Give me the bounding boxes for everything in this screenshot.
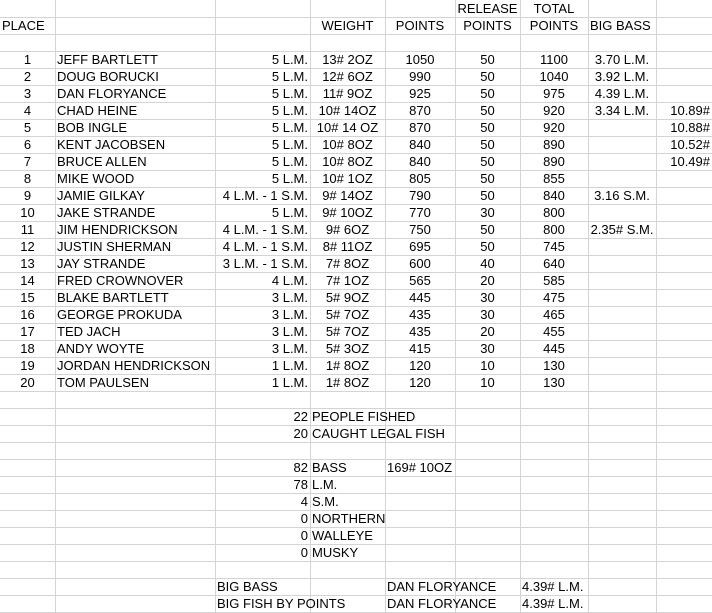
weight-cell[interactable]: 7# 8OZ	[325, 256, 370, 271]
weight-cell[interactable]: 5# 7OZ	[325, 307, 370, 322]
big-bass-cell[interactable]: 3.92 L.M.	[594, 69, 650, 84]
big-bass-cell[interactable]: 3.34 L.M.	[594, 103, 650, 118]
fish-count-cell[interactable]: 3 L.M.	[271, 307, 308, 322]
angler-name-cell[interactable]: CHAD HEINE	[57, 103, 138, 118]
total-points-cell[interactable]: 975	[543, 86, 565, 101]
total-points-cell[interactable]: 585	[543, 273, 565, 288]
big-bass-weight-cell[interactable]: 10.49#	[670, 154, 710, 169]
angler-name-cell[interactable]: ANDY WOYTE	[57, 341, 145, 356]
release-points-cell[interactable]: 50	[480, 222, 495, 237]
fish-count-cell[interactable]: 5 L.M.	[271, 137, 308, 152]
angler-name-cell[interactable]: DOUG BORUCKI	[57, 69, 159, 84]
release-points-cell[interactable]: 50	[480, 103, 495, 118]
points-cell[interactable]: 750	[409, 222, 431, 237]
fish-count-cell[interactable]: 5 L.M.	[271, 205, 308, 220]
points-cell[interactable]: 805	[409, 171, 431, 186]
angler-name-cell[interactable]: FRED CROWNOVER	[57, 273, 184, 288]
place-cell[interactable]: 4	[23, 103, 32, 118]
place-cell[interactable]: 12	[20, 239, 35, 254]
header-weight[interactable]: WEIGHT	[321, 18, 374, 33]
total-points-cell[interactable]: 640	[543, 256, 565, 271]
place-cell[interactable]: 20	[20, 375, 35, 390]
total-points-cell[interactable]: 800	[543, 205, 565, 220]
species-count[interactable]: 0	[300, 545, 308, 560]
points-cell[interactable]: 840	[409, 154, 431, 169]
fish-count-cell[interactable]: 5 L.M.	[271, 52, 308, 67]
angler-name-cell[interactable]: JAKE STRANDE	[57, 205, 156, 220]
points-cell[interactable]: 695	[409, 239, 431, 254]
people-fished-count[interactable]: 22	[293, 409, 308, 424]
place-cell[interactable]: 6	[23, 137, 32, 152]
place-cell[interactable]: 2	[23, 69, 32, 84]
place-cell[interactable]: 19	[20, 358, 35, 373]
species-count[interactable]: 82	[293, 460, 308, 475]
points-cell[interactable]: 790	[409, 188, 431, 203]
points-cell[interactable]: 600	[409, 256, 431, 271]
total-points-cell[interactable]: 745	[543, 239, 565, 254]
fish-count-cell[interactable]: 4 L.M. - 1 S.M.	[222, 188, 308, 203]
place-cell[interactable]: 9	[23, 188, 32, 203]
weight-cell[interactable]: 8# 11OZ	[322, 239, 373, 254]
points-cell[interactable]: 870	[409, 120, 431, 135]
total-points-cell[interactable]: 1040	[539, 69, 569, 84]
release-points-cell[interactable]: 10	[480, 358, 495, 373]
release-points-cell[interactable]: 30	[480, 205, 495, 220]
place-cell[interactable]: 18	[20, 341, 35, 356]
fish-count-cell[interactable]: 5 L.M.	[271, 103, 308, 118]
points-cell[interactable]: 415	[409, 341, 431, 356]
points-cell[interactable]: 445	[409, 290, 431, 305]
species-label[interactable]: NORTHERN	[312, 511, 386, 526]
total-points-cell[interactable]: 920	[543, 120, 565, 135]
angler-name-cell[interactable]: DAN FLORYANCE	[57, 86, 167, 101]
release-points-cell[interactable]: 50	[480, 154, 495, 169]
caught-legal-label[interactable]: CAUGHT LEGAL FISH	[312, 426, 445, 441]
fish-count-cell[interactable]: 5 L.M.	[271, 171, 308, 186]
angler-name-cell[interactable]: JAY STRANDE	[57, 256, 146, 271]
weight-cell[interactable]: 1# 8OZ	[325, 358, 370, 373]
header-big-bass[interactable]: BIG BASS	[590, 18, 651, 33]
weight-cell[interactable]: 10# 14OZ	[318, 103, 377, 118]
weight-cell[interactable]: 9# 10OZ	[322, 205, 373, 220]
points-cell[interactable]: 840	[409, 137, 431, 152]
release-points-cell[interactable]: 10	[480, 375, 495, 390]
release-points-cell[interactable]: 50	[480, 86, 495, 101]
total-points-cell[interactable]: 465	[543, 307, 565, 322]
species-total-weight[interactable]: 169# 10OZ	[387, 460, 453, 475]
species-count[interactable]: 4	[300, 494, 308, 509]
place-cell[interactable]: 8	[23, 171, 32, 186]
place-cell[interactable]: 13	[20, 256, 35, 271]
release-points-cell[interactable]: 50	[480, 69, 495, 84]
award-winner[interactable]: DAN FLORYANCE	[387, 596, 497, 611]
release-points-cell[interactable]: 50	[480, 188, 495, 203]
row-gridline	[0, 442, 712, 443]
header-place[interactable]: PLACE	[2, 18, 45, 33]
place-cell[interactable]: 15	[20, 290, 35, 305]
weight-cell[interactable]: 7# 1OZ	[325, 273, 370, 288]
weight-cell[interactable]: 11# 9OZ	[322, 86, 373, 101]
angler-name-cell[interactable]: MIKE WOOD	[57, 171, 135, 186]
release-points-cell[interactable]: 40	[480, 256, 495, 271]
angler-name-cell[interactable]: BOB INGLE	[57, 120, 128, 135]
points-cell[interactable]: 990	[409, 69, 431, 84]
header-total[interactable]: TOTAL	[533, 1, 575, 16]
species-label[interactable]: MUSKY	[312, 545, 359, 560]
weight-cell[interactable]: 13# 2OZ	[322, 52, 373, 67]
big-bass-cell[interactable]: 4.39 L.M.	[594, 86, 650, 101]
angler-name-cell[interactable]: JUSTIN SHERMAN	[57, 239, 172, 254]
big-bass-cell[interactable]: 2.35# S.M.	[590, 222, 654, 237]
row-gridline	[0, 34, 712, 35]
fish-count-cell[interactable]: 3 L.M. - 1 S.M.	[222, 256, 308, 271]
points-cell[interactable]: 120	[409, 375, 431, 390]
place-cell[interactable]: 5	[23, 120, 32, 135]
total-points-cell[interactable]: 130	[543, 358, 565, 373]
angler-name-cell[interactable]: JORDAN HENDRICKSON	[57, 358, 211, 373]
angler-name-cell[interactable]: JAMIE GILKAY	[57, 188, 145, 203]
angler-name-cell[interactable]: KENT JACOBSEN	[57, 137, 166, 152]
header-release-points[interactable]: POINTS	[463, 18, 512, 33]
fish-count-cell[interactable]: 1 L.M.	[271, 375, 308, 390]
total-points-cell[interactable]: 855	[543, 171, 565, 186]
release-points-cell[interactable]: 50	[480, 171, 495, 186]
angler-name-cell[interactable]: JEFF BARTLETT	[57, 52, 158, 67]
species-count[interactable]: 78	[293, 477, 308, 492]
row-gridline	[0, 391, 712, 392]
release-points-cell[interactable]: 50	[480, 137, 495, 152]
weight-cell[interactable]: 9# 14OZ	[322, 188, 373, 203]
place-cell[interactable]: 3	[23, 86, 32, 101]
total-points-cell[interactable]: 890	[543, 137, 565, 152]
place-cell[interactable]: 14	[20, 273, 35, 288]
points-cell[interactable]: 870	[409, 103, 431, 118]
points-cell[interactable]: 1050	[405, 52, 435, 67]
species-label[interactable]: BASS	[312, 460, 347, 475]
award-value[interactable]: 4.39# L.M.	[522, 596, 584, 611]
weight-cell[interactable]: 12# 6OZ	[322, 69, 373, 84]
total-points-cell[interactable]: 920	[543, 103, 565, 118]
angler-name-cell[interactable]: TED JACH	[57, 324, 121, 339]
place-cell[interactable]: 11	[20, 222, 35, 237]
fish-count-cell[interactable]: 5 L.M.	[271, 86, 308, 101]
weight-cell[interactable]: 10# 14 OZ	[316, 120, 379, 135]
weight-cell[interactable]: 10# 1OZ	[322, 171, 373, 186]
weight-cell[interactable]: 5# 9OZ	[325, 290, 370, 305]
award-value[interactable]: 4.39# L.M.	[522, 579, 584, 594]
total-points-cell[interactable]: 800	[543, 222, 565, 237]
fish-count-cell[interactable]: 4 L.M.	[271, 273, 308, 288]
points-cell[interactable]: 120	[409, 358, 431, 373]
big-bass-cell[interactable]: 3.16 S.M.	[594, 188, 650, 203]
fish-count-cell[interactable]: 3 L.M.	[271, 324, 308, 339]
release-points-cell[interactable]: 50	[480, 120, 495, 135]
release-points-cell[interactable]: 30	[480, 290, 495, 305]
weight-cell[interactable]: 5# 7OZ	[325, 324, 370, 339]
weight-cell[interactable]: 5# 3OZ	[325, 341, 370, 356]
weight-cell[interactable]: 9# 6OZ	[325, 222, 370, 237]
species-label[interactable]: S.M.	[312, 494, 339, 509]
weight-cell[interactable]: 10# 8OZ	[322, 154, 373, 169]
total-points-cell[interactable]: 890	[543, 154, 565, 169]
total-points-cell[interactable]: 455	[543, 324, 565, 339]
angler-name-cell[interactable]: BRUCE ALLEN	[57, 154, 147, 169]
angler-name-cell[interactable]: JIM HENDRICKSON	[57, 222, 178, 237]
release-points-cell[interactable]: 50	[480, 52, 495, 67]
fish-count-cell[interactable]: 5 L.M.	[271, 120, 308, 135]
points-cell[interactable]: 435	[409, 307, 431, 322]
total-points-cell[interactable]: 1100	[540, 52, 568, 67]
people-fished-label[interactable]: PEOPLE FISHED	[312, 409, 416, 424]
release-points-cell[interactable]: 30	[480, 307, 495, 322]
total-points-cell[interactable]: 445	[543, 341, 565, 356]
fish-count-cell[interactable]: 1 L.M.	[271, 358, 308, 373]
header-total-points[interactable]: POINTS	[529, 18, 579, 33]
total-points-cell[interactable]: 475	[543, 290, 565, 305]
row-gridline	[0, 561, 712, 562]
fish-count-cell[interactable]: 3 L.M.	[271, 341, 308, 356]
header-points[interactable]: POINTS	[395, 18, 445, 33]
award-label[interactable]: BIG FISH BY POINTS	[217, 596, 346, 611]
place-cell[interactable]: 10	[20, 205, 35, 220]
species-label[interactable]: WALLEYE	[312, 528, 373, 543]
points-cell[interactable]: 435	[409, 324, 431, 339]
fish-count-cell[interactable]: 5 L.M.	[271, 154, 308, 169]
release-points-cell[interactable]: 20	[480, 324, 495, 339]
weight-cell[interactable]: 1# 8OZ	[325, 375, 370, 390]
place-cell[interactable]: 17	[20, 324, 35, 339]
award-winner[interactable]: DAN FLORYANCE	[387, 579, 497, 594]
fish-count-cell[interactable]: 5 L.M.	[271, 69, 308, 84]
release-points-cell[interactable]: 50	[480, 239, 495, 254]
angler-name-cell[interactable]: TOM PAULSEN	[57, 375, 149, 390]
place-cell[interactable]: 16	[20, 307, 35, 322]
award-label[interactable]: BIG BASS	[217, 579, 278, 594]
total-points-cell[interactable]: 130	[543, 375, 565, 390]
fish-count-cell[interactable]: 3 L.M.	[271, 290, 308, 305]
big-bass-weight-cell[interactable]: 10.89#	[670, 103, 710, 118]
points-cell[interactable]: 770	[409, 205, 431, 220]
release-points-cell[interactable]: 20	[480, 273, 495, 288]
points-cell[interactable]: 565	[409, 273, 431, 288]
species-count[interactable]: 0	[300, 528, 308, 543]
place-cell[interactable]: 1	[23, 52, 32, 67]
big-bass-weight-cell[interactable]: 10.52#	[670, 137, 710, 152]
fish-count-cell[interactable]: 4 L.M. - 1 S.M.	[222, 239, 308, 254]
weight-cell[interactable]: 10# 8OZ	[322, 137, 373, 152]
points-cell[interactable]: 925	[409, 86, 431, 101]
big-bass-cell[interactable]: 3.70 L.M.	[594, 52, 650, 67]
header-release[interactable]: RELEASE	[457, 1, 518, 16]
caught-legal-count[interactable]: 20	[293, 426, 308, 441]
species-count[interactable]: 0	[300, 511, 308, 526]
place-cell[interactable]: 7	[23, 154, 32, 169]
species-label[interactable]: L.M.	[312, 477, 338, 492]
angler-name-cell[interactable]: GEORGE PROKUDA	[57, 307, 182, 322]
big-bass-weight-cell[interactable]: 10.88#	[670, 120, 710, 135]
release-points-cell[interactable]: 30	[480, 341, 495, 356]
total-points-cell[interactable]: 840	[543, 188, 565, 203]
fish-count-cell[interactable]: 4 L.M. - 1 S.M.	[222, 222, 308, 237]
angler-name-cell[interactable]: BLAKE BARTLETT	[57, 290, 169, 305]
